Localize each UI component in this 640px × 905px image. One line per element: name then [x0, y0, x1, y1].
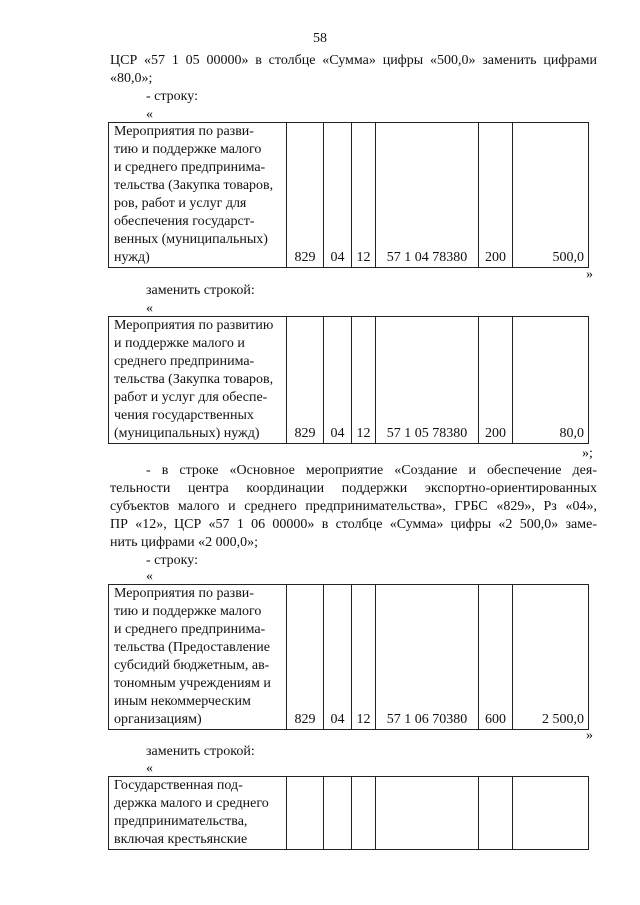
activity-name-line: среднего предпринима-: [114, 354, 255, 369]
grbs-cell: 829: [287, 317, 324, 444]
activity-name-line: предпринимательства,: [114, 814, 248, 829]
activity-name-line: организациям): [114, 712, 202, 727]
budget-table-2: [108, 316, 589, 444]
table-row: [109, 777, 589, 850]
activity-name-line: обеспечения государст-: [114, 214, 255, 229]
paragraph-line: ПР «12», ЦСР «57 1 06 00000» в столбце «Сумма» цифры «2 500,0» заме-: [110, 517, 597, 532]
activity-name-line: тию и поддержке малого: [114, 142, 262, 157]
vr-cell: 200: [479, 123, 513, 268]
sum-cell: 80,0: [513, 317, 589, 444]
page-number: 58: [313, 31, 327, 46]
paragraph-line: тельности центра координации поддержки экспортно-ориентированных: [110, 481, 597, 496]
rz-cell: [324, 777, 352, 850]
activity-name-line: (муниципальных) нужд): [114, 426, 260, 441]
activity-name-line: и поддержке малого и: [114, 336, 245, 351]
row-label-1: - строку:: [146, 89, 198, 104]
activity-name-line: нужд): [114, 250, 150, 265]
intro-line-2: «80,0»;: [110, 71, 153, 86]
csr-cell: 57 1 05 78380: [376, 317, 479, 444]
activity-name-line: венных (муниципальных): [114, 232, 268, 247]
pr-cell: 12: [352, 123, 376, 268]
activity-name-line: тономным учреждениям и: [114, 676, 271, 691]
activity-name-line: тельства (Закупка товаров,: [114, 372, 274, 387]
open-quote-2: «: [146, 301, 153, 316]
activity-name-line: тию и поддержке малого: [114, 604, 262, 619]
activity-name-line: держка малого и среднего: [114, 796, 269, 811]
activity-name-line: Мероприятия по разви-: [114, 124, 254, 139]
replace-label-1: заменить строкой:: [146, 283, 255, 298]
budget-table-1: [108, 122, 589, 268]
grbs-cell: 829: [287, 585, 324, 730]
activity-name-cell: [109, 777, 287, 850]
activity-name-line: Мероприятия по разви-: [114, 586, 254, 601]
sum-cell: 500,0: [513, 123, 589, 268]
activity-name-line: и среднего предпринима-: [114, 160, 266, 175]
grbs-cell: [287, 777, 324, 850]
row-label-2: - строку:: [146, 553, 198, 568]
activity-name-line: чения государственных: [114, 408, 254, 423]
open-quote-4: «: [146, 761, 153, 776]
activity-name-line: Государственная под-: [114, 778, 243, 793]
activity-name-line: субсидий бюджетным, ав-: [114, 658, 270, 673]
table-row: [109, 123, 589, 268]
csr-cell: 57 1 06 70380: [376, 585, 479, 730]
pr-cell: 12: [352, 317, 376, 444]
pr-cell: [352, 777, 376, 850]
paragraph-line: нить цифрами «2 000,0»;: [110, 535, 258, 550]
paragraph-line: - в строке «Основное мероприятие «Создание и обеспечение дея-: [146, 463, 597, 478]
vr-cell: 600: [479, 585, 513, 730]
vr-cell: 200: [479, 317, 513, 444]
csr-cell: 57 1 04 78380: [376, 123, 479, 268]
activity-name-cell: [109, 123, 287, 268]
activity-name-line: тельства (Закупка товаров,: [114, 178, 274, 193]
csr-cell: [376, 777, 479, 850]
rz-cell: 04: [324, 123, 352, 268]
activity-name-line: тельства (Предоставление: [114, 640, 270, 655]
close-quote-1: »: [586, 267, 593, 282]
table-row: [109, 585, 589, 730]
activity-name-line: работ и услуг для обеспе-: [114, 390, 268, 405]
replace-label-2: заменить строкой:: [146, 744, 255, 759]
open-quote-3: «: [146, 569, 153, 584]
activity-name-line: ров, работ и услуг для: [114, 196, 247, 211]
activity-name-line: и среднего предпринима-: [114, 622, 266, 637]
activity-name-line: включая крестьянские: [114, 832, 248, 847]
activity-name-cell: [109, 585, 287, 730]
activity-name-line: Мероприятия по развитию: [114, 318, 274, 333]
budget-table-3: [108, 584, 589, 730]
sum-cell: [513, 777, 589, 850]
close-quote-semicolon-1: »;: [582, 446, 593, 461]
activity-name-line: иным некоммерческим: [114, 694, 251, 709]
table-row: [109, 317, 589, 444]
vr-cell: [479, 777, 513, 850]
paragraph-line: субъектов малого и среднего предпринимательства», ГРБС «829», Рз «04»,: [110, 499, 597, 514]
open-quote-1: «: [146, 107, 153, 122]
sum-cell: 2 500,0: [513, 585, 589, 730]
close-quote-2: »: [586, 728, 593, 743]
rz-cell: 04: [324, 317, 352, 444]
pr-cell: 12: [352, 585, 376, 730]
rz-cell: 04: [324, 585, 352, 730]
activity-name-cell: [109, 317, 287, 444]
budget-table-4: [108, 776, 589, 850]
grbs-cell: 829: [287, 123, 324, 268]
intro-line-1: ЦСР «57 1 05 00000» в столбце «Сумма» цифры «500,0» заменить цифрами: [110, 53, 597, 68]
